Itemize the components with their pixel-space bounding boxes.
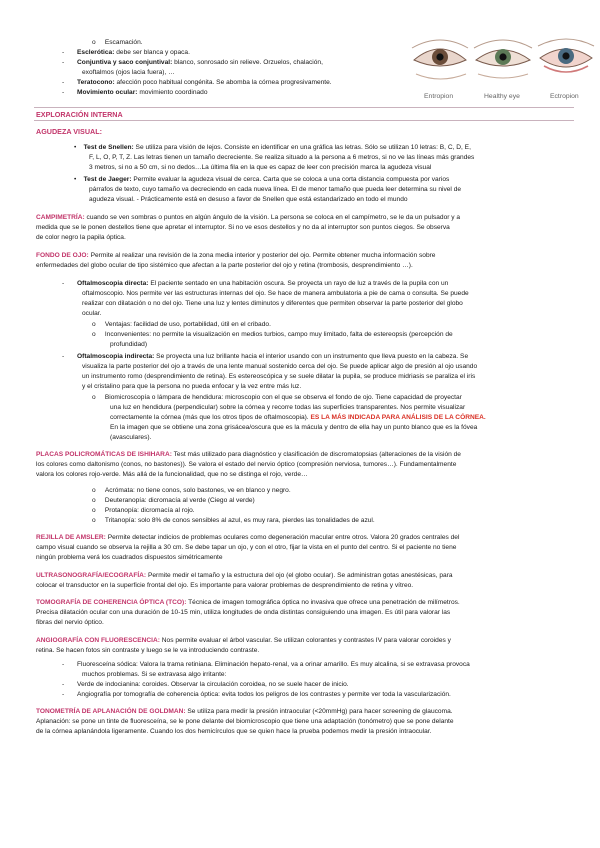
campimetria-text: de color negro la papila óptica. <box>36 234 126 241</box>
list-text: muchos problemas. Si se extravasa algo irritante: <box>82 671 227 678</box>
biomicroscopia-text: una luz en hendidura (perpendicular) sobre la córnea y recorre todas las superficies transparentes. Nos permite visualizar <box>110 404 466 411</box>
dash-bullet-icon: - <box>62 89 65 96</box>
dash-bullet-icon: - <box>62 59 65 66</box>
snellen-text: F, L, O, P, T, Z. Las letras tienen un tamaño decreciente. Se realiza situado a la persona a 6 metros, si no ve las líneas más grandes <box>89 154 475 161</box>
entropion-eye-icon <box>412 40 468 79</box>
tonometria-label: TONOMETRÍA DE APLANACIÓN DE GOLDMAN: <box>36 708 186 715</box>
bullet-circle-icon: o <box>92 321 96 328</box>
dash-bullet-icon: - <box>62 79 65 86</box>
jaeger-text: agudeza visual. - Prácticamente está en desuso a favor de Snellen que está estandarizado en todo el mundo <box>89 196 408 203</box>
campimetria-text: medida que se le ponen destellos tiene que apretar el interruptor. Si no ve esos destellos y no da al interruptor son puntos ciegos. Se observa <box>36 224 450 231</box>
bullet-circle-icon: o <box>92 497 96 504</box>
tonometria-paragraph: TONOMETRÍA DE APLANACIÓN DE GOLDMAN: Se utiliza para medir la presión intraocular (<20mmHg) para hacer screening de glaucoma. <box>36 708 453 715</box>
angiografia-label: ANGIOGRAFÍA CON FLUORESCENCIA: <box>36 637 160 644</box>
bullet-dot-icon: • <box>74 176 77 183</box>
section-title: EXPLORACIÓN INTERNA <box>36 110 123 119</box>
ultrasono-text: colocar el transductor en la superficie frontal del ojo. Es importante para valorar problemas de desprendimiento de retina y vítreo. <box>36 582 414 589</box>
campimetria-label: CAMPIMETRÍA: <box>36 214 85 221</box>
bullet-dot-icon: • <box>74 144 77 151</box>
dash-bullet-icon: - <box>62 681 65 688</box>
directa-text: realizar con dilatación o no del ojo. Tiene una luz y lentes diminutos y diferentes que permiten observar la parte posterior del globo <box>82 300 463 307</box>
list-item: o Tritanopía: solo 8% de conos sensibles al azul, es muy rara, pierdes las tonalidades de azul. <box>92 517 375 524</box>
jaeger-item: • Test de Jaeger: Permite evaluar la agudeza visual de cerca. Carta que se coloca a una corta distancia compuesta por varios <box>74 176 450 183</box>
amsler-label: REJILLA DE AMSLER: <box>36 534 106 541</box>
angiografia-text: retina. Se hacen fotos sin contraste y luego se le va introduciendo contraste. <box>36 647 260 654</box>
section-divider <box>34 120 574 121</box>
inconvenientes-item: o Inconvenientes: no permite la visualización en medios turbios, campo muy limitado, falta de estereopsis (percepción de <box>92 331 453 338</box>
snellen-item: • Test de Snellen: Se utiliza para visión de lejos. Consiste en identificar en una gráfica las letras. Sólo se utilizan 10 letras: B, C, D, E, <box>74 144 471 151</box>
caption-entropion: Entropion <box>424 93 454 100</box>
highlight-text: ES LA MÁS INDICADA PARA ANÁLISIS DE LA CÓRNEA. <box>310 414 486 421</box>
bullet-circle-icon: o <box>92 394 96 401</box>
indirecta-text: y el cristalino para que la persona no pueda enfocar y la vez entre más luz. <box>82 383 302 390</box>
amsler-paragraph: REJILLA DE AMSLER: Permite detectar indicios de problemas oculares como degeneración macular entre otros. Valora 20 grados centrales del <box>36 534 460 541</box>
amsler-text: campo visual cuando se observa la rejilla a 30 cm. Se debe tapar un ojo, y con el otro, fijar la vista en el punto del centro. Si el paciente no tiene <box>36 544 457 551</box>
dash-bullet-icon: - <box>62 661 65 668</box>
biomicroscopia-item: o Biomicroscopía o lámpara de hendidura: microscopio con el que se observa el fondo de ojo. Tiene capacidad de proyectar <box>92 394 462 401</box>
healthy-eye-icon <box>474 40 532 78</box>
bullet-circle-icon: o <box>92 487 96 494</box>
list-item: - Esclerótica: debe ser blanca y opaca. <box>62 49 190 56</box>
section-divider <box>34 107 574 108</box>
list-item: o Protanopía: dicromacía al rojo. <box>92 507 195 514</box>
list-item: o Deuteranopía: dicromacía al verde (Ciego al verde) <box>92 497 255 504</box>
tomografia-label: TOMOGRAFÍA DE COHERENCIA ÓPTICA (TCO): <box>36 599 187 606</box>
list-item: - Conjuntiva y saco conjuntival: blanco, sonrosado sin relieve. Orzuelos, chalación, <box>62 59 323 66</box>
ultrasono-paragraph: ULTRASONOGRAFÍA/ECOGRAFÍA: Permite medir el tamaño y la estructura del ojo (el globo ocular). Se administran gotas anestésicas, para <box>36 572 453 579</box>
ectropion-eye-icon <box>538 39 594 72</box>
list-item: - Angiografía por tomografía de coherencia óptica: evita todos los peligros de los contrastes y permite ver toda la vascularización. <box>62 691 451 698</box>
indirecta-item: - Oftalmoscopia indirecta: Se proyecta una luz brillante hacia el interior usando con un instrumento que lleva puesto en la cabeza. Se <box>62 353 469 360</box>
campimetria-paragraph: CAMPIMETRÍA: cuando se ven sombras o puntos en algún ángulo de la visión. La persona se coloca en el campímetro, se le da un pulsador y a <box>36 214 461 221</box>
fondo-text: enfermedades del globo ocular de tipo sistémico que afectan a la parte posterior del ojo y retina (trombosis, desprendimiento …). <box>36 262 413 269</box>
tomografia-paragraph: TOMOGRAFÍA DE COHERENCIA ÓPTICA (TCO): Técnica de imagen tomográfica óptica no invasiva que ofrece una penetración de milímetros. <box>36 599 460 606</box>
dash-bullet-icon: - <box>62 280 65 287</box>
tomografia-text: Precisa dilatación ocular con una duración de 10-15 min, utiliza longitudes de onda distintas consiguiendo una imagen. Es útil para valorar las <box>36 609 451 616</box>
list-item: - Movimiento ocular: movimiento coordinado <box>62 89 208 96</box>
ultrasono-label: ULTRASONOGRAFÍA/ECOGRAFÍA: <box>36 572 147 579</box>
caption-healthy-eye: Healthy eye <box>484 93 520 100</box>
dash-bullet-icon: - <box>62 691 65 698</box>
angiografia-paragraph: ANGIOGRAFÍA CON FLUORESCENCIA: Nos permite evaluar el árbol vascular. Se utilizan colorantes y contrastes IV para valorar coroides y <box>36 637 451 644</box>
tonometria-text: de la córnea aplanándola ligeramente. Cuando los dos hemicírculos que se quien hace la prueba podemos medir la presión intraocular. <box>36 728 432 735</box>
biomicroscopia-text: correctamente la córnea (más que los otros tipos de oftalmoscopia). ES LA MÁS INDICADA PARA ANÁLISIS DE LA CÓRNEA. <box>110 414 486 421</box>
snellen-text: 3 metros, si no a 50 cm, si no dedos…La última fila en la que es capaz de leer con precisión marca la agudeza visual <box>89 164 432 171</box>
indirecta-text: un instrumento romo (desprendimiento de retina). Es estereoscópica y se suele dilatar la pupila, se produce midriasis se paraliza el iris <box>82 373 476 380</box>
directa-item: - Oftalmoscopia directa: El paciente sentado en una habitación oscura. Se proyecta un rayo de luz a través de la pupila con un <box>62 280 449 287</box>
eyelid-comparison-image <box>410 26 596 104</box>
ventajas-item: o Ventajas: facilidad de uso, portabilidad, útil en el cribado. <box>92 321 271 328</box>
biomicroscopia-text: (avasculares). <box>110 434 152 441</box>
amsler-text: ningún problema verá los cuadrados dispuestos simétricamente <box>36 554 223 561</box>
list-item: - Verde de indocianina: coroides. Observar la circulación coroidea, no se suele hacer de inicio. <box>62 681 349 688</box>
dash-bullet-icon: - <box>62 353 65 360</box>
jaeger-text: párrafos de texto, cuyo tamaño va decreciendo en cada nueva línea. El de menor tamaño que pueda leer determina su nivel de <box>89 186 462 193</box>
bullet-circle-icon: o <box>92 507 96 514</box>
ishihara-paragraph: PLACAS POLICROMÁTICAS DE ISHIHARA: Test más utilizado para diagnóstico y clasificación de discromatopsias (alteraciones de la visión de <box>36 451 461 458</box>
list-item: o Acrómata: no tiene conos, solo bastones, ve en blanco y negro. <box>92 487 291 494</box>
ishihara-label: PLACAS POLICROMÁTICAS DE ISHIHARA: <box>36 451 172 458</box>
indirecta-text: visualiza la parte posterior del ojo a través de una lente manual sostenido cerca del ojo. Se puede aplicar algo de presión al ojo usando <box>82 363 478 370</box>
fondo-label: FONDO DE OJO: <box>36 252 89 259</box>
bullet-circle-icon: o <box>92 331 96 338</box>
bullet-circle-icon: o <box>92 517 96 524</box>
list-item: - Teratocono: afección poco habitual congénita. Se abomba la córnea progresivamente. <box>62 79 332 86</box>
biomicroscopia-text: En la imagen que se obtiene una zona grisácea/oscura que es la mácula y dentro de ella hay un punto blanco que es la fóvea <box>110 424 478 431</box>
list-item: - Fluoresceína sódica: Valora la trama retiniana. Eliminación hepato-renal, va a orinar amarillo. Es muy alcalina, si se extravasa provoca <box>62 661 470 668</box>
list-item: o Escamación. <box>92 39 143 46</box>
caption-ectropion: Ectropion <box>550 93 579 100</box>
ishihara-text: valora los colores rojo-verde. Más allá de la funcionalidad, que no se distinga el rojo, verde… <box>36 471 308 478</box>
directa-text: oftalmoscopio. Nos permite ver las estructuras internas del ojo. Se hace de manera ambulatoria a pie de cama o consulta. Se puede <box>82 290 469 297</box>
tomografia-text: fibras del nervio óptico. <box>36 619 104 626</box>
fondo-paragraph: FONDO DE OJO: Permite al realizar una revisión de la zona media interior y posterior del ojo. Permite obtener mucha información sobre <box>36 252 436 259</box>
bullet-circle-icon: o <box>92 39 96 46</box>
ishihara-text: los colores como daltonismo (conos, no bastones)). Se valora el estado del nervio óptico (compresión nerviosa, tumores…). Fundamentalmente <box>36 461 457 468</box>
inconvenientes-text: profundidad) <box>110 341 148 348</box>
list-text: exoftalmos (ojos lacia fuera), … <box>82 69 175 76</box>
tonometria-text: Aplanación: se pone un tinte de fluoresceína, se le pone delante del biomicroscopio que tiene una adaptación (tonómetro) que se pone delante <box>36 718 454 725</box>
agudeza-heading: AGUDEZA VISUAL: <box>36 127 103 136</box>
dash-bullet-icon: - <box>62 49 65 56</box>
directa-text: ocular. <box>82 310 102 317</box>
